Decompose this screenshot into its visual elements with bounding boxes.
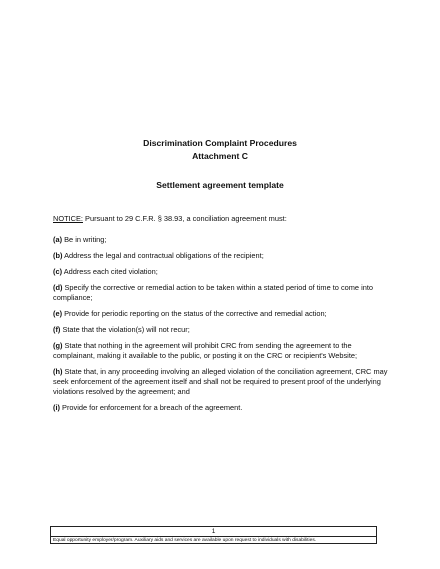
list-item-a: [53, 235, 393, 245]
item-letter: (h): [53, 367, 63, 376]
page-number: 1: [211, 528, 216, 535]
item-text: Provide for enforcement for a breach of the agreement.: [59, 403, 243, 412]
item-text: Provide for periodic reporting on the status of the corrective and remedial action;: [62, 309, 327, 318]
notice-paragraph: [53, 214, 393, 224]
item-text: State that nothing in the agreement will prohibit CRC from sending the agreement to the complainant, making it available to the public, or posting it on the CRC or recipient's Website;: [53, 341, 358, 361]
eeo-statement: Equal opportunity employer/program. Auxiliary aids and services are available upon request to individuals with disabilities.: [53, 538, 317, 543]
item-letter: (b): [53, 251, 63, 260]
list-item-i: [53, 403, 393, 413]
list-item-g: [53, 341, 393, 361]
item-text: Address each cited violation;: [62, 267, 158, 276]
item-letter: (i): [53, 403, 60, 412]
item-text: Address the legal and contractual obligations of the recipient;: [62, 251, 264, 260]
notice-text: Pursuant to 29 C.F.R. § 38.93, a conciliation agreement must:: [82, 214, 287, 223]
item-letter: (c): [53, 267, 63, 276]
item-letter: (f): [53, 325, 61, 334]
list-item-c: [53, 267, 393, 277]
document-title: Discrimination Complaint Procedures: [143, 138, 297, 148]
document-subtitle: Settlement agreement template: [156, 180, 284, 190]
attachment-label: Attachment C: [192, 151, 248, 161]
item-text: State that, in any proceeding involving an alleged violation of the conciliation agreement, CRC may seek enforcement of the agreement itself and shall not be required to present proof of the underlying violations resolved by the agreement; and: [53, 367, 388, 397]
item-text: Specify the corrective or remedial action to be taken within a stated period of time to come into compliance;: [53, 283, 374, 303]
item-text: State that the violation(s) will not recur;: [60, 325, 190, 334]
item-letter: (g): [53, 341, 63, 350]
list-item-f: [53, 325, 393, 335]
item-letter: (a): [53, 235, 63, 244]
item-text: Be in writing;: [62, 235, 107, 244]
item-letter: (d): [53, 283, 63, 292]
page-footer: [50, 526, 377, 544]
list-item-h: [53, 367, 393, 398]
notice-label: NOTICE:: [53, 214, 83, 223]
item-letter: (e): [53, 309, 63, 318]
list-item-b: [53, 251, 393, 261]
list-item-e: [53, 309, 393, 319]
list-item-d: [53, 283, 393, 303]
